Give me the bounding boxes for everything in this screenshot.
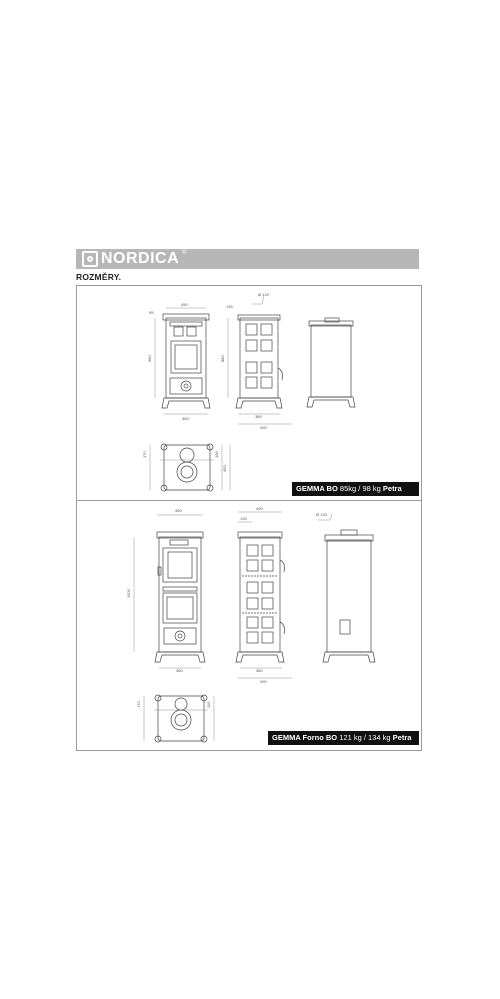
model2-weight-steel: 121 kg (339, 733, 362, 742)
model2-side-view (236, 532, 285, 662)
dim-m1-plan-right: 100 (214, 451, 219, 458)
model2-plan-view (154, 695, 208, 742)
dim-m1-side-depth-top: 135 (226, 304, 233, 309)
dim-m1-flue-diameter: Ø 120 (258, 292, 269, 297)
dim-m2-side-total: 490 (260, 679, 267, 684)
registered-mark: ® (182, 250, 187, 256)
model2-caption (268, 731, 419, 745)
model1-plan-view (160, 444, 214, 491)
model1-name: GEMMA BO (296, 484, 338, 493)
model2-plan-dims (144, 696, 214, 741)
dim-m2-plan-left: 170 (136, 701, 141, 708)
model2-name: GEMMA Forno BO (272, 733, 338, 742)
dim-m2-side-base: 380 (256, 668, 263, 673)
model1-front-view (162, 314, 210, 408)
model1-weight-steel: 85kg (339, 484, 357, 493)
model1-side-view (236, 315, 283, 408)
dim-m1-side-height: 880 (220, 355, 225, 362)
dim-m2-front-base: 360 (176, 668, 183, 673)
model1-separator: / (356, 484, 363, 493)
dim-m2-plan-right: 110 (206, 701, 211, 708)
model2-front-view (155, 532, 205, 662)
model1-caption (292, 482, 419, 496)
model1-weight-stone: 98 kg (362, 484, 381, 493)
dim-m1-height: 980 (147, 355, 152, 362)
model2-separator: / (361, 733, 369, 742)
model2-weight-stone: 134 kg (368, 733, 391, 742)
dim-m1-front-base: 360 (182, 416, 189, 421)
dim-m1-side-base: 380 (255, 414, 262, 419)
dim-m1-side-total: 490 (260, 425, 267, 430)
dim-m2-top-width: 450 (175, 508, 182, 513)
dim-m1-plan-left: 170 (142, 451, 147, 458)
model2-stone-label: Petra (392, 733, 412, 742)
dim-m2-flue-diameter: Ø 120 (316, 512, 327, 517)
logo-wordmark: NORDICA (101, 250, 180, 267)
dim-m2-height: 1500 (126, 589, 131, 598)
model1-rear-view (307, 318, 355, 407)
model1-stone-label: Petra (382, 484, 402, 493)
section-heading: ROZMĚRY. (76, 272, 122, 282)
dim-m1-top-width: 450 (181, 302, 188, 307)
dim-m1-plan-depth: 450 (222, 465, 227, 472)
model2-rear-view (323, 530, 375, 662)
dim-m1-small-left: 95 (149, 310, 154, 315)
dim-m2-side-small: 135 (240, 516, 247, 521)
dim-m2-side-depth-top: 490 (256, 506, 263, 511)
